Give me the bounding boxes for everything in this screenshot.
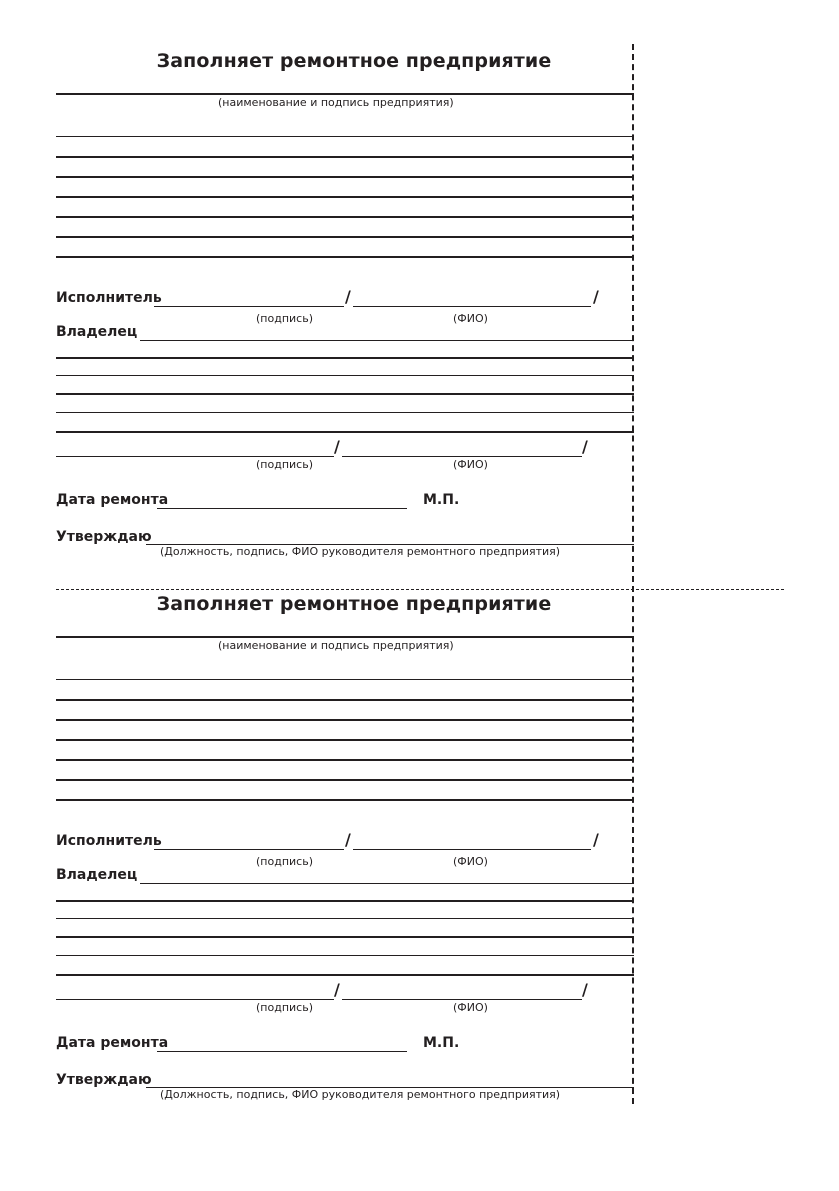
owner-label: Владелец <box>56 324 138 340</box>
executor-signature-field[interactable] <box>154 849 344 850</box>
approve-label: Утверждаю <box>56 529 152 545</box>
notes-line[interactable] <box>56 779 634 781</box>
separator-slash: / <box>582 437 588 456</box>
repair-form-1 <box>0 0 839 545</box>
org-name-field[interactable] <box>56 93 634 95</box>
owner-line[interactable] <box>56 412 634 413</box>
notes-line[interactable] <box>56 719 634 721</box>
owner-name-field[interactable] <box>342 999 582 1000</box>
notes-line[interactable] <box>56 156 634 158</box>
executor-name-field[interactable] <box>353 306 591 307</box>
notes-line[interactable] <box>56 679 634 680</box>
owner-line[interactable] <box>56 955 634 956</box>
approve-label: Утверждаю <box>56 1072 152 1088</box>
org-name-caption: (наименование и подпись предприятия) <box>218 96 454 109</box>
repair-date-field[interactable] <box>157 508 407 509</box>
notes-line[interactable] <box>56 699 634 701</box>
name-caption: (ФИО) <box>453 458 488 471</box>
stamp-label: М.П. <box>423 492 460 508</box>
form-title: Заполняет ремонтное предприятие <box>156 50 552 72</box>
executor-label: Исполнитель <box>56 290 162 306</box>
executor-signature-field[interactable] <box>154 306 344 307</box>
owner-signature-field[interactable] <box>56 456 334 457</box>
notes-line[interactable] <box>56 196 634 198</box>
separator-slash: / <box>345 830 351 849</box>
notes-line[interactable] <box>56 739 634 741</box>
signature-caption: (подпись) <box>256 312 313 325</box>
owner-signature-field[interactable] <box>56 999 334 1000</box>
owner-line[interactable] <box>56 393 634 395</box>
name-caption: (ФИО) <box>453 312 488 325</box>
signature-caption: (подпись) <box>256 855 313 868</box>
owner-line[interactable] <box>56 936 634 938</box>
owner-field[interactable] <box>140 340 634 341</box>
owner-name-field[interactable] <box>342 456 582 457</box>
org-name-caption: (наименование и подпись предприятия) <box>218 639 454 652</box>
owner-line[interactable] <box>56 431 634 433</box>
executor-label: Исполнитель <box>56 833 162 849</box>
separator-slash: / <box>345 287 351 306</box>
repair-date-label: Дата ремонта <box>56 1035 169 1051</box>
owner-line[interactable] <box>56 918 634 919</box>
repair-date-label: Дата ремонта <box>56 492 169 508</box>
notes-line[interactable] <box>56 136 634 137</box>
notes-line[interactable] <box>56 759 634 761</box>
name-caption: (ФИО) <box>453 855 488 868</box>
separator-slash: / <box>334 980 340 999</box>
notes-line[interactable] <box>56 176 634 178</box>
owner-line[interactable] <box>56 375 634 376</box>
stamp-label: М.П. <box>423 1035 460 1051</box>
notes-line[interactable] <box>56 236 634 238</box>
repair-form-2 <box>0 543 839 1088</box>
separator-slash: / <box>582 980 588 999</box>
signature-caption: (подпись) <box>256 458 313 471</box>
notes-line[interactable] <box>56 256 634 258</box>
notes-line[interactable] <box>56 799 634 801</box>
repair-date-field[interactable] <box>157 1051 407 1052</box>
owner-line[interactable] <box>56 900 634 902</box>
form-title: Заполняет ремонтное предприятие <box>156 593 552 615</box>
approve-caption: (Должность, подпись, ФИО руководителя ремонтного предприятия) <box>160 1088 561 1101</box>
executor-name-field[interactable] <box>353 849 591 850</box>
separator-slash: / <box>593 287 599 306</box>
separator-slash: / <box>593 830 599 849</box>
signature-caption: (подпись) <box>256 1001 313 1014</box>
name-caption: (ФИО) <box>453 1001 488 1014</box>
approve-caption: (Должность, подпись, ФИО руководителя ремонтного предприятия) <box>160 545 561 558</box>
owner-field[interactable] <box>140 883 634 884</box>
owner-label: Владелец <box>56 867 138 883</box>
separator-slash: / <box>334 437 340 456</box>
org-name-field[interactable] <box>56 636 634 638</box>
owner-line[interactable] <box>56 357 634 359</box>
owner-line[interactable] <box>56 974 634 976</box>
notes-line[interactable] <box>56 216 634 218</box>
